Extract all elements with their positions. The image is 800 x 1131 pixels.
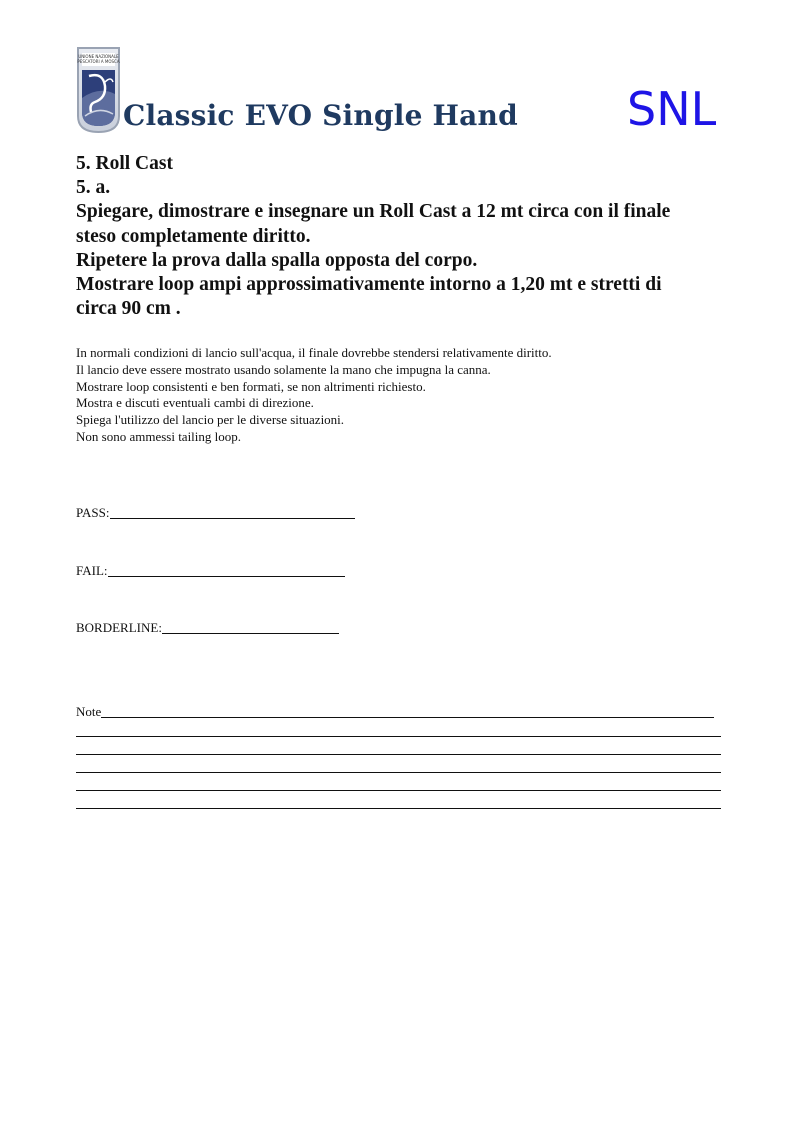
- note-field: [76, 704, 714, 720]
- svg-text:PESCATORI A MOSCA: PESCATORI A MOSCA: [77, 59, 120, 64]
- level-code: SNL: [627, 82, 717, 136]
- fail-line[interactable]: [108, 564, 345, 577]
- pass-line[interactable]: [110, 506, 355, 519]
- borderline-field: [76, 620, 339, 636]
- criteria-list: [76, 345, 736, 446]
- note-rule[interactable]: [76, 736, 721, 737]
- criteria-item: Non sono ammessi tailing loop.: [76, 428, 242, 444]
- criteria-item: In normali condizioni di lancio sull'acqua, il finale dovrebbe stendersi relativamente diritto.: [76, 345, 552, 360]
- task-line: circa 90 cm .: [76, 298, 181, 320]
- borderline-label: BORDERLINE:: [76, 620, 162, 635]
- task-line: Ripetere la prova dalla spalla opposta del corpo.: [76, 249, 478, 271]
- fail-label: FAIL:: [76, 563, 108, 578]
- pass-field: [76, 505, 355, 521]
- note-rule[interactable]: [76, 790, 721, 791]
- fail-field: [76, 563, 345, 579]
- pass-label: PASS:: [76, 505, 110, 520]
- task-line: Mostrare loop ampi approssimativamente intorno a 1,20 mt e stretti di: [76, 274, 662, 296]
- note-rule[interactable]: [76, 808, 721, 809]
- section-heading: 5. Roll Cast: [76, 153, 173, 174]
- svg-text:UNIONE NAZIONALE: UNIONE NAZIONALE: [78, 54, 119, 59]
- borderline-line[interactable]: [162, 621, 339, 634]
- note-line[interactable]: [101, 705, 714, 718]
- task-description: [76, 152, 736, 321]
- note-label: Note: [76, 704, 102, 719]
- note-rule[interactable]: [76, 754, 721, 755]
- criteria-item: Spiega l'utilizzo del lancio per le diverse situazioni.: [76, 412, 345, 428]
- task-line: steso completamente diritto.: [76, 225, 311, 247]
- subsection-heading: 5. a.: [76, 177, 111, 199]
- criteria-item: Mostra e discuti eventuali cambi di direzione.: [76, 395, 314, 411]
- task-line: Spiegare, dimostrare e insegnare un Roll Cast a 12 mt circa con il finale: [76, 201, 671, 223]
- criteria-item: Il lancio deve essere mostrato usando solamente la mano che impugna la canna.: [76, 361, 491, 377]
- note-rule[interactable]: [76, 772, 721, 773]
- document-title: Classic EVO Single Hand: [123, 99, 518, 132]
- criteria-item: Mostrare loop consistenti e ben formati, se non altrimenti richiesto.: [76, 378, 426, 394]
- association-logo: [75, 46, 122, 134]
